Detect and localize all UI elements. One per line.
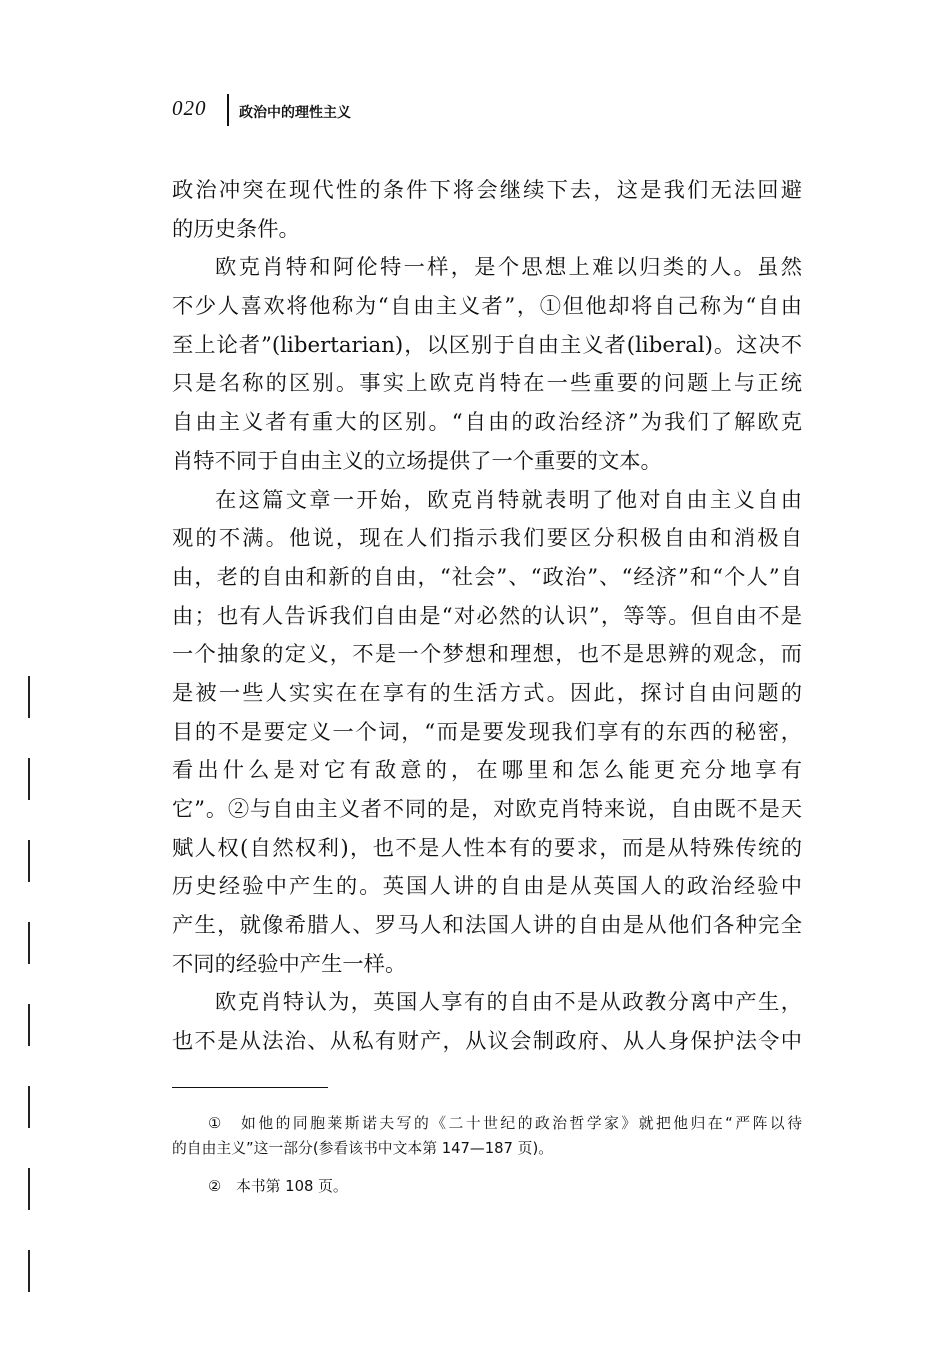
text-line: 欧克肖特认为，英国人享有的自由不是从政教分离中产生，: [215, 990, 802, 1016]
footnote-line: ① 如他的同胞莱斯诺夫写的《二十世纪的政治哲学家》就把他归在“严阵以待: [208, 1115, 802, 1132]
scan-margin-mark: [28, 1168, 30, 1210]
text-line: 不少人喜欢将他称为“自由主义者”，①但他却将自己称为“自由: [172, 294, 802, 320]
text-line: 观的不满。他说，现在人们指示我们要区分积极自由和消极自: [172, 526, 802, 552]
scan-margin-mark: [28, 1250, 30, 1292]
text-line: 自由主义者有重大的区别。“自由的政治经济”为我们了解欧克: [172, 410, 802, 436]
text-line: 肖特不同于自由主义的立场提供了一个重要的文本。: [172, 448, 662, 474]
text-line: 的历史条件。: [172, 216, 300, 242]
text-line: 产生，就像希腊人、罗马人和法国人讲的自由是从他们各种完全: [172, 913, 802, 939]
text-line: 看出什么是对它有敌意的，在哪里和怎么能更充分地享有: [172, 758, 802, 784]
text-line: 是被一些人实实在在享有的生活方式。因此，探讨自由问题的: [172, 680, 802, 706]
scan-margin-mark: [28, 1086, 30, 1128]
text-line: 政治冲突在现代性的条件下将会继续下去，这是我们无法回避: [172, 178, 802, 203]
text-line: 一个抽象的定义，不是一个梦想和理想，也不是思辨的观念，而: [172, 642, 802, 668]
scan-margin-mark: [28, 676, 30, 718]
scan-margin-mark: [28, 758, 30, 800]
running-title: 政治中的理性主义: [239, 105, 351, 121]
scan-margin-mark: [28, 840, 30, 882]
text-line: 至上论者”(libertarian)，以区别于自由主义者(liberal)。这决不: [172, 332, 802, 358]
footnotes: [172, 1112, 802, 1200]
text-line: 也不是从法治、从私有财产，从议会制政府、从人身保护法令中: [172, 1029, 802, 1055]
footnote-line: 的自由主义”这一部分(参看该书中文本第 147—187 页)。: [172, 1139, 554, 1157]
scan-margin-mark: [28, 922, 30, 964]
text-line: 它”。②与自由主义者不同的是，对欧克肖特来说，自由既不是天: [172, 797, 802, 822]
text-line: 目的不是要定义一个词，“而是要发现我们享有的东西的秘密，: [172, 719, 802, 745]
page-number: 020: [172, 96, 207, 120]
text-line: 赋人权(自然权利)，也不是人性本有的要求，而是从特殊传统的: [172, 835, 802, 861]
text-line: 欧克肖特和阿伦特一样，是个思想上难以归类的人。虽然: [215, 255, 802, 281]
text-line: 历史经验中产生的。英国人讲的自由是从英国人的政治经验中: [172, 874, 802, 900]
footnote-divider: [172, 1087, 328, 1088]
body-text: [172, 172, 802, 1062]
text-line: 由；也有人告诉我们自由是“对必然的认识”，等等。但自由不是: [172, 603, 802, 629]
text-line: 只是名称的区别。事实上欧克肖特在一些重要的问题上与正统: [172, 371, 802, 397]
text-line: 在这篇文章一开始，欧克肖特就表明了他对自由主义自由: [215, 487, 802, 513]
header-divider: [227, 94, 229, 126]
text-line: 不同的经验中产生一样。: [172, 951, 407, 977]
text-line: 由，老的自由和新的自由，“社会”、“政治”、“经济”和“个人”自: [172, 564, 802, 590]
footnote-line: ② 本书第 108 页。: [208, 1178, 348, 1195]
scan-margin-mark: [28, 1004, 30, 1046]
